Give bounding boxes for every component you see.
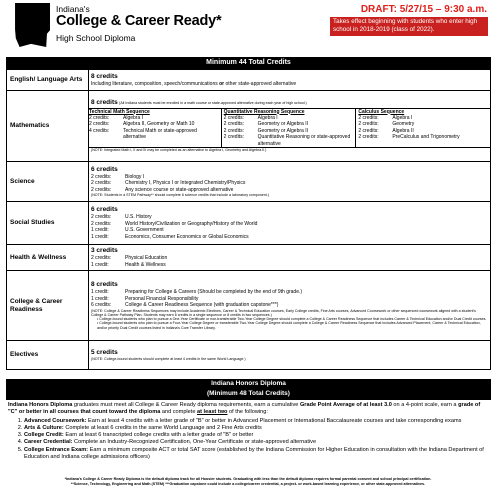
honors-requirements: Indiana Honors Diploma graduates must meet all College & Career Ready diploma requirements, earn a cumulative Grade Point Average of at least 3.0 on a 4-point scale, earn a grade of "C" or better in all courses that count toward the diploma and complete at least two of the following: 1. Advanced Coursework: Earn at least 4 credits with a letter grade of "B" or better in Advanced Placement or International Baccalaureate courses and take corresponding exams 2. Arts & Culture: Complete at least 6 credits in the same World Language and 2 Fine Arts credits 3. College Credit: Earn at least 6 transcripted college credits with a letter grade of "B" or better 4. Career Credential: Complete an Industry-Recognized Certification, One-Year Certificate or state-approved alternative 5. College Entrance Exam: Earn a minimum composite ACT or total SAT score (established by the Indiana Commission for Higher Education in consultation with the Indiana Department of Education and Indiana college admissions officers) bbox=[8, 402, 488, 461]
footnote: **Science, Technology, Engineering and Math (STEM) ***Graduation capstone could include a college/career credential, a project- or work-based learning experience, or other state-approved alternatives. bbox=[70, 481, 426, 486]
honors-bar bbox=[6, 379, 491, 400]
row-college-career: College & Career Readiness 8 credits 1 credit: Preparing for College & Careers (Should be completed by the end of 9th grade.) 1 credit: Personal Financial Responsibility 6 credits: College & Career Readiness Sequence (with graduation capstone***) (NOTE: College & Career Readiness Sequences may include Academic Electives, Career & Technical Education courses, Early College credits, Fine Arts courses, Advanced Coursework or other sequenced coursework aligned with a student's College & Career Pathway Plan. Students may earn 6 credits in a single sequence or 8 credits in two sequences.) • College-bound students who plan to pursue a One-Year Certificate or non-transferable Two-Year College Degree should complete a College & Career Readiness Sequence that includes Career & Technical Education and/or Dual Credit courses. • College-bound students who plan to pursue a Four-Year College Degree or transferable Two-Year College Degree should complete a College & Career Readiness Sequence that includes Advanced Placement, Career & Technical Education, and/or priority Dual Credit courses listed in Indiana's Core Transfer Library. bbox=[7, 271, 491, 341]
page-title: College & Career Ready* bbox=[56, 13, 222, 29]
header bbox=[0, 0, 495, 58]
row-electives bbox=[7, 341, 491, 370]
math-note: (NOTE: Integrated Math I, II and III may be completed as an alternative to Algebra I, Geometry and Algebra II.) bbox=[89, 147, 490, 152]
electives-note: (NOTE: College-bound students should complete at least 4 credits in the same World Language.) bbox=[91, 356, 246, 361]
list-item: 4. Career Credential: Complete an Industry-Recognized Certification, One-Year Certificate or state-approved alternative bbox=[24, 439, 488, 446]
ccr-credits: 8 credits bbox=[91, 280, 118, 288]
honors-subtitle: (Minimum 48 Total Credits) bbox=[207, 390, 290, 397]
science-credits: 6 credits bbox=[91, 165, 118, 173]
ccr-bullet: • College-bound students who plan to pursue a One-Year Certificate or non-transferable Two-Year College Degree should complete a College & Career Readiness Sequence that includes Career & Technical Education and/or Dual Credit courses. bbox=[97, 317, 487, 322]
math-credits: 8 credits bbox=[91, 99, 118, 107]
list-item: 5. College Entrance Exam: Earn a minimum composite ACT or total SAT score (established by the Indiana Commission for Higher Education in consultation with the Indiana Department of Education and Indiana college admissions officers) bbox=[24, 447, 488, 462]
indiana-state-icon bbox=[12, 3, 50, 47]
calculus-sequence: Calculus Sequence 2 credits: Algebra I 2 credits: Geometry 2 credits: Algebra II 2 credits: PreCalculus and Trigonometry bbox=[355, 109, 490, 148]
list-item: 1. Advanced Coursework: Earn at least 4 credits with a letter grade of "B" or better in Advanced Placement or International Baccalaureate courses and take corresponding exams bbox=[24, 418, 488, 425]
ccr-bullet: • College-bound students who plan to pursue a Four-Year College Degree or transferable Two-Year College Degree should complete a College & Career Readiness Sequence that includes Advanced Placement, Career & Technical Education, and/or priority Dual Credit courses listed in Indiana's Core Transfer Library. bbox=[97, 321, 481, 330]
effective-note: Takes effect beginning with students who enter high school in 2018-2019 (class of 2022). bbox=[330, 17, 488, 36]
minimum-credits-bar: Minimum 44 Total Credits bbox=[6, 57, 491, 69]
row-math: Mathematics 8 credits (All Indiana students must be enrolled in a math course or state-approved alternative during each year of high school.) Technical Math Sequence 2 credits: Algebra I 2 credits: Algebra II, Geometry or Math 10 4 credits: Technical Math or state-approved alternative Quantitative Reasoning Sequence 2 credits: Algebra I 2 credits: Geometry or Algebra II 2 credits: Geometry or Algebra II 2 credits: Quantitative Reasoning or state-approved alternative Calculus Sequence 2 credits: Algebra I 2 credits: Geometry 2 credits: Algebra II 2 credits: PreCalculus and Trigonometry (NOTE: Integrated Math I, II and III may be completed as an alternative to Algebra I, Geometry and Algebra II.) bbox=[7, 91, 491, 162]
page-subtitle: High School Diploma bbox=[56, 33, 136, 43]
row-science: Science 6 credits 2 credits: Biology I 2 credits: Chemistry I, Physics I or Integrated Chemistry/Physics 2 credits: Any science course or state-approved alternative (NOTE: Students in a STEM Pathway** should complete 6 science credits that include a laboratory component.) bbox=[7, 162, 491, 202]
footnote: *Indiana's College & Career Ready Diploma is the default diploma track for all Hoosier students. Graduating with less than the default diploma requires formal parental consent and school principal certification. bbox=[64, 477, 432, 481]
ccr-note: (NOTE: College & Career Readiness Sequences may include Academic Electives, Career & Technical Education courses, Early College credits, Fine Arts courses, Advanced Coursework or other sequenced coursework aligned with a student's College & Career Pathway Plan. Students may earn 6 credits in a single sequence or 8 credits in two sequences.) bbox=[91, 308, 476, 317]
requirements-table bbox=[6, 69, 491, 370]
row-english: English/ Language Arts 8 credits Including literature, composition, speech/communications or other state-approved alternative bbox=[7, 70, 491, 91]
science-note: (NOTE: Students in a STEM Pathway** should complete 6 science credits that include a laboratory component.) bbox=[91, 193, 269, 198]
row-health: Health & Wellness 3 credits 2 credits: Physical Education 1 credit: Health & Wellness bbox=[7, 245, 491, 271]
subject-social-studies: Social Studies bbox=[7, 202, 89, 245]
quantitative-reasoning-sequence: Quantitative Reasoning Sequence 2 credits: Algebra I 2 credits: Geometry or Algebra II 2 credits: Geometry or Algebra II 2 credits: Quantitative Reasoning or state-approved alternative bbox=[221, 109, 356, 148]
math-sequences bbox=[89, 109, 490, 148]
english-credits: 8 credits bbox=[91, 72, 118, 80]
technical-math-sequence: Technical Math Sequence 2 credits: Algebra I 2 credits: Algebra II, Geometry or Math 10 4 credits: Technical Math or state-approved alternative bbox=[89, 108, 197, 141]
footnotes bbox=[8, 477, 488, 486]
subject-english: English/ Language Arts bbox=[7, 70, 89, 91]
honors-title: Indiana Honors Diploma bbox=[211, 380, 286, 387]
health-credits: 3 credits bbox=[91, 246, 118, 254]
subject-health: Health & Wellness bbox=[7, 245, 89, 271]
list-item: 3. College Credit: Earn at least 6 transcripted college credits with a letter grade of "B" or better bbox=[24, 432, 488, 439]
state-label: Indiana's bbox=[56, 4, 90, 14]
list-item: 2. Arts & Culture: Complete at least 6 credits in the same World Language and 2 Fine Arts credits bbox=[24, 425, 488, 432]
subject-math: Mathematics bbox=[7, 91, 89, 162]
draft-stamp: DRAFT: 5/27/15 – 9:30 a.m. bbox=[360, 4, 487, 15]
subject-college-career: College & Career Readiness bbox=[7, 271, 89, 341]
honors-list bbox=[8, 418, 488, 462]
subject-electives: Electives bbox=[7, 341, 89, 370]
electives-credits: 5 credits bbox=[91, 348, 118, 356]
subject-science: Science bbox=[7, 162, 89, 202]
social-credits: 6 credits bbox=[91, 205, 118, 213]
row-social-studies: Social Studies 6 credits 2 credits: U.S. History 2 credits: World History/Civilization or Geography/History of the World 1 credit: U.S. Government 1 credit: Economics, Consumer Economics or Global Economics bbox=[7, 202, 491, 245]
